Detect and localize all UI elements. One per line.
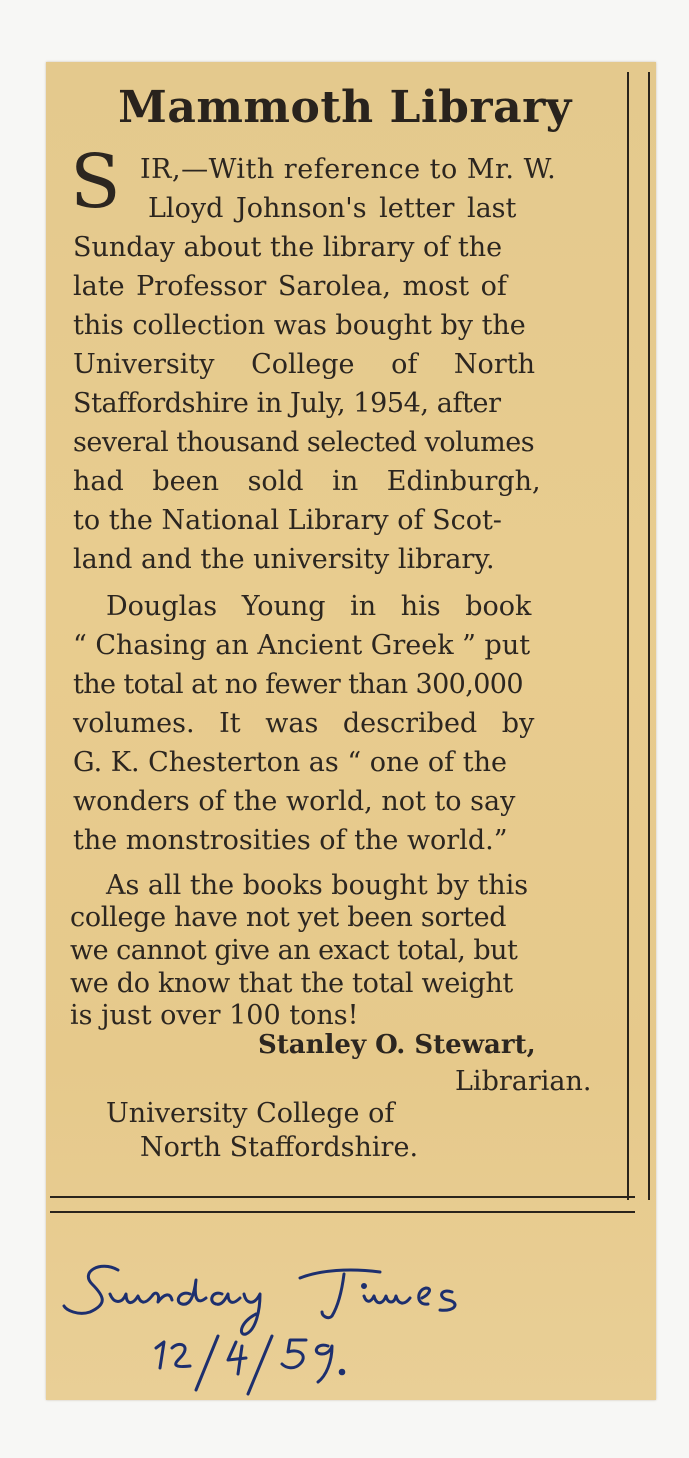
bottom-rule-upper — [50, 1196, 635, 1198]
body-line: late Professor Sarolea, most of — [73, 271, 507, 302]
body-line: the monstrosities of the world.” — [73, 825, 508, 856]
body-line: to the National Library of Scot- — [73, 505, 502, 536]
body-line: college have not yet been sorted — [70, 902, 507, 933]
body-line: IR,—With reference to Mr. W. — [140, 154, 557, 185]
column-rule-outer — [648, 72, 650, 1200]
signature-title: Librarian. — [455, 1066, 592, 1097]
column-rule-inner — [627, 72, 629, 1200]
body-line: Staffordshire in July, 1954, after — [73, 388, 501, 419]
body-line: we do know that the total weight — [70, 968, 513, 999]
body-line: had been sold in Edinburgh, — [73, 466, 541, 497]
handwritten-date-note — [60, 1250, 540, 1400]
body-line: Lloyd Johnson's letter last — [148, 193, 517, 224]
body-line: this collection was bought by the — [73, 310, 526, 341]
headline: Mammoth Library — [118, 82, 572, 133]
signature-name: Stanley O. Stewart, — [258, 1030, 536, 1060]
affiliation-line: North Staffordshire. — [140, 1132, 419, 1163]
body-line: wonders of the world, not to say — [73, 786, 516, 817]
body-line: land and the university library. — [73, 544, 495, 575]
body-line: volumes. It was described by — [73, 708, 535, 739]
bottom-rule-lower — [50, 1211, 635, 1213]
body-line: several thousand selected volumes — [73, 427, 535, 458]
body-line: As all the books bought by this — [106, 870, 529, 901]
body-line: we cannot give an exact total, but — [70, 935, 518, 966]
drop-cap: S — [70, 139, 121, 225]
body-line: the total at no fewer than 300,000 — [73, 669, 523, 700]
body-line: “ Chasing an Ancient Greek ” put — [73, 630, 531, 661]
body-line: is just over 100 tons! — [70, 1000, 359, 1031]
affiliation-line: University College of — [106, 1098, 395, 1129]
body-line: G. K. Chesterton as “ one of the — [73, 747, 507, 778]
body-line: University College of North — [73, 349, 535, 380]
body-line: Sunday about the library of the — [73, 232, 503, 263]
body-line: Douglas Young in his book — [106, 591, 532, 622]
